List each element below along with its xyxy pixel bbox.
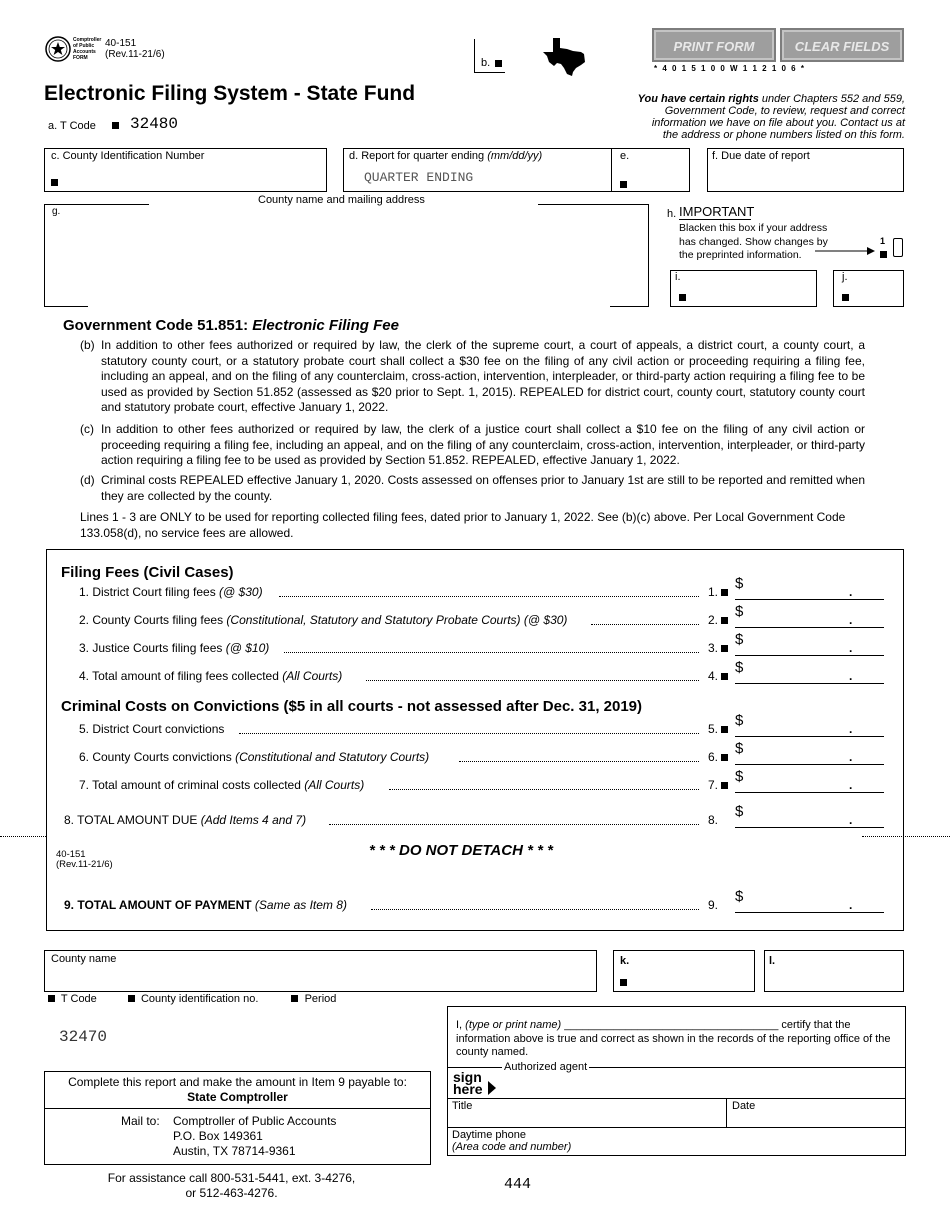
stub-codes-row: T Code County identification no. Period <box>48 993 336 1005</box>
lines-note: Lines 1 - 3 are ONLY to be used for reporting collected filing fees, dated prior to January 1, 2022. See (b)(c) above. Per Local Government Code 133.058(d), no service fees are allowed. <box>80 510 846 540</box>
line-number: 8. <box>708 813 719 827</box>
line-marker <box>721 754 728 761</box>
important-notice: Blacken this box if your address has changed. Show changes by the preprinted information. <box>679 222 828 261</box>
amount-line-2: 2. County Courts filing fees (Constitutional, Statutory and Statutory Probate Courts) (@ $30) 2. $ . <box>79 613 887 631</box>
decimal-point: . <box>849 613 853 627</box>
line-marker <box>721 726 728 733</box>
line-marker <box>721 645 728 652</box>
dollar-sign: $ <box>735 768 744 785</box>
t-code-marker <box>112 122 119 129</box>
assistance-text: For assistance call 800-531-5441, ext. 3-4276, or 512-463-4276. <box>107 1171 356 1200</box>
arrow-icon <box>815 245 875 259</box>
field-e[interactable]: e. <box>611 148 690 192</box>
stub-form-revision: (Rev.11-21/6) <box>56 859 113 870</box>
line-marker <box>721 589 728 596</box>
due-date-field[interactable]: f. Due date of report <box>707 148 904 192</box>
h-label: h. <box>667 208 677 220</box>
amount-line-9: 9. TOTAL AMOUNT OF PAYMENT (Same as Item 8) 9. $ . <box>64 898 872 916</box>
amount-line-5 <box>79 712 887 740</box>
stub-form-number: 40-151 <box>56 849 86 860</box>
detach-line-left <box>0 836 46 837</box>
line-number: 2. <box>708 613 728 627</box>
gov-code-d: (d) Criminal costs REPEALED effective January 1, 2020. Costs assessed on offenses prior to January 1st are still to be reported and remitted when they are collected by the county. <box>80 473 865 503</box>
field-k[interactable]: k. <box>613 950 755 992</box>
texas-map-icon <box>543 36 587 79</box>
comptroller-seal <box>45 36 71 62</box>
line-number: 7. <box>708 778 728 792</box>
amount-input[interactable] <box>735 655 884 656</box>
dollar-sign: $ <box>735 888 744 905</box>
mailing-address-field[interactable]: g. County name and mailing address <box>44 204 649 307</box>
line-number: 1. <box>708 585 728 599</box>
footer-code: 444 <box>504 1176 532 1193</box>
dollar-sign: $ <box>735 659 744 676</box>
field-l[interactable]: l. <box>764 950 904 992</box>
decimal-point: . <box>849 585 853 599</box>
line-marker <box>721 617 728 624</box>
detach-line-right <box>862 836 950 837</box>
sign-here-arrow-icon <box>488 1081 496 1098</box>
rights-notice: You have certain rights under Chapters 552 and 559, Government Code, to review, request and correct information we have on file about you. Contact us at the address or phone numbers listed on this form. <box>637 93 905 141</box>
date-field[interactable]: Date <box>732 1100 756 1112</box>
gov-code-title: Government Code 51.851: Electronic Filing Fee <box>63 317 399 334</box>
line-label: 7. Total amount of criminal costs collected <box>79 778 305 792</box>
do-not-detach: * * * DO NOT DETACH * * * <box>369 842 553 859</box>
amount-line-8: 8. TOTAL AMOUNT DUE (Add Items 4 and 7) 8. $ . <box>64 813 872 831</box>
amount-input[interactable] <box>735 764 884 765</box>
criminal-costs-title: Criminal Costs on Convictions ($5 in all courts - not assessed after Dec. 31, 2019) <box>61 698 643 715</box>
line-label: 6. County Courts convictions <box>79 750 236 764</box>
line-number: 6. <box>708 750 728 764</box>
filing-fees-title: Filing Fees (Civil Cases) <box>61 564 234 581</box>
important-heading: IMPORTANT <box>679 204 755 219</box>
line-label: 3. Justice Courts filing fees <box>79 641 226 655</box>
amount-input[interactable] <box>735 792 884 793</box>
dollar-sign: $ <box>735 631 744 648</box>
amount-input[interactable] <box>735 683 884 684</box>
decimal-point: . <box>849 898 853 912</box>
field-i[interactable]: i. <box>670 270 817 307</box>
field-b[interactable]: b. <box>474 39 505 73</box>
decimal-point: . <box>849 813 853 827</box>
decimal-point: . <box>849 722 853 736</box>
amount-input[interactable] <box>735 827 884 828</box>
gov-code-b: (b) In addition to other fees authorized or required by law, the clerk of the supreme court, a court of appeals, a district court, a county court, a statutory county court, or a statutory probate court shall collect a $30 fee on the filing of any civil action or proceeding requiring a filing fee, including an appeal, and on the filing of any counterclaim, cross-action, intervention, interpleader, or third-party action requiring a filing fee to be used as provided by Section 51.852 (assessed as $20 prior to Sept. 1, 2015). REPEALED for district court, county court, statutory county court and statutory probate court, effective January 1, 2022. <box>80 338 865 414</box>
amount-input[interactable] <box>735 736 884 737</box>
decimal-point: . <box>849 778 853 792</box>
gov-code-c: (c) In addition to other fees authorized or required by law, the clerk of a justice court shall collect a $10 fee on the filing of any civil action or proceeding requiring a filing fee, including an appeal, and on the filing of any counterclaim, cross-action, intervention, interpleader, or third-party action requiring a filing fee to be used as provided by Section 51.852. REPEALED, effective January 1, 2022. <box>80 422 865 467</box>
line-number: 3. <box>708 641 728 655</box>
line-label: 2. County Courts filing fees <box>79 613 227 627</box>
certification-box: I, (type or print name) ___________________________________ certify that the information above is true and correct as shown in the records of the reporting office of the county named. Authorized agent sign here Title Date Daytime phone (Area code and number) <box>447 1006 906 1156</box>
amount-line-6: 6. County Courts convictions (Constitutional and Statutory Courts) 6. $ . <box>79 750 887 768</box>
county-name-field[interactable]: County name <box>44 950 597 992</box>
line-number: 5. <box>708 722 728 736</box>
clear-fields-button[interactable]: CLEAR FIELDS <box>780 28 904 62</box>
line-label: 8. TOTAL AMOUNT DUE <box>64 813 201 827</box>
t-code-label: a. T Code <box>48 120 96 132</box>
barcode-text: * 4 0 1 5 1 0 0 W 1 1 2 1 0 6 * <box>654 64 806 73</box>
amount-line-1: 1. District Court filing fees (@ $30) 1. $ . <box>79 585 887 603</box>
amount-input[interactable] <box>735 627 884 628</box>
line-label: 1. District Court filing fees <box>79 585 220 599</box>
line-label: 4. Total amount of filing fees collected <box>79 669 283 683</box>
t-code-value[interactable]: 32480 <box>130 115 179 133</box>
address-change-checkbox[interactable] <box>893 238 903 257</box>
line-number: 4. <box>708 669 728 683</box>
amount-input[interactable] <box>735 599 884 600</box>
daytime-phone-field[interactable]: Daytime phone (Area code and number) <box>452 1129 572 1153</box>
dollar-sign: $ <box>735 603 744 620</box>
page-title: Electronic Filing System - State Fund <box>44 82 416 105</box>
form-revision: (Rev.11-21/6) <box>105 49 165 60</box>
county-id-field[interactable]: c. County Identification Number <box>44 148 327 192</box>
line-label: 9. TOTAL AMOUNT OF PAYMENT <box>64 898 255 912</box>
quarter-ending-field[interactable]: d. Report for quarter ending (mm/dd/yy) QUARTER ENDING <box>343 148 612 192</box>
amount-input[interactable] <box>735 912 884 913</box>
filing-fees-box <box>46 549 904 931</box>
title-field[interactable]: Title <box>452 1100 473 1112</box>
sign-here-label: sign here <box>453 1069 483 1097</box>
decimal-point: . <box>849 669 853 683</box>
line-label: 5. District Court convictions <box>79 722 225 736</box>
amount-line-3: 3. Justice Courts filing fees (@ $10) 3. $ . <box>79 641 887 659</box>
dollar-sign: $ <box>735 712 744 729</box>
address-change-number: 1 <box>880 236 886 246</box>
dollar-sign: $ <box>735 803 744 820</box>
print-form-button[interactable]: PRINT FORM <box>652 28 776 62</box>
stub-t-code-value[interactable]: 32470 <box>59 1028 108 1046</box>
seal-text: Comptroller of Public Accounts FORM <box>73 37 102 61</box>
line-marker <box>721 782 728 789</box>
decimal-point: . <box>849 750 853 764</box>
payable-box: Complete this report and make the amount in Item 9 payable to: State Comptroller Mail to: Comptroller of Public Accounts P.O. Box 149361 Austin, TX 78714-9361 <box>44 1071 431 1165</box>
field-j[interactable]: j. <box>833 270 904 307</box>
dollar-sign: $ <box>735 575 744 592</box>
form-number: 40-151 <box>105 38 137 49</box>
line-marker <box>721 673 728 680</box>
decimal-point: . <box>849 641 853 655</box>
address-change-marker <box>880 251 887 258</box>
amount-line-7: 7. Total amount of criminal costs collected (All Courts) 7. $ . <box>79 778 887 796</box>
line-number: 9. <box>708 898 719 912</box>
dollar-sign: $ <box>735 740 744 757</box>
amount-line-4: 4. Total amount of filing fees collected (All Courts) 4. $ . <box>79 669 887 687</box>
